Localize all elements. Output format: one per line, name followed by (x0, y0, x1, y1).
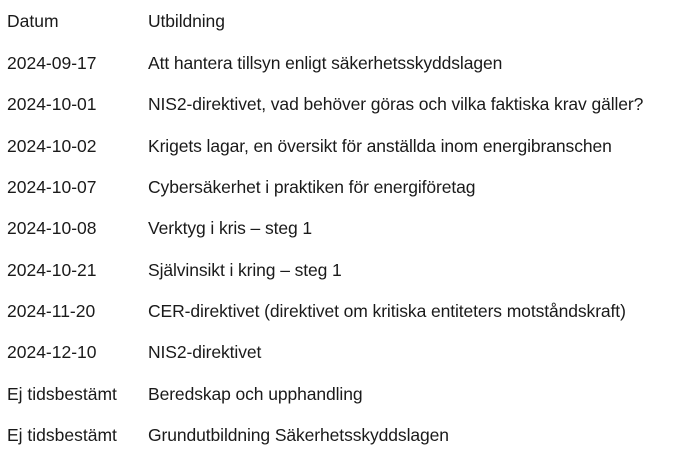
row-date: 2024-10-08 (7, 218, 97, 239)
row-course: CER-direktivet (direktivet om kritiska entiteters motståndskraft) (148, 300, 626, 321)
row-date: Ej tidsbestämt (7, 383, 117, 404)
row-course: NIS2-direktivet, vad behöver göras och vilka faktiska krav gäller? (148, 94, 644, 115)
row-course: Självinsikt i kring – steg 1 (148, 259, 342, 280)
row-date: 2024-09-17 (7, 53, 97, 74)
row-course: NIS2-direktivet (148, 342, 262, 363)
header-row (7, 0, 695, 43)
schedule-row (7, 43, 695, 84)
row-course: Cybersäkerhet i praktiken för energiföretag (148, 177, 476, 198)
schedule-row (7, 208, 695, 249)
row-course: Grundutbildning Säkerhetsskyddslagen (148, 424, 449, 445)
row-date: 2024-10-21 (7, 259, 97, 280)
schedule-row (7, 249, 695, 290)
schedule-row (7, 167, 695, 208)
schedule-row (7, 84, 695, 125)
row-date: 2024-10-01 (7, 94, 97, 115)
row-date: 2024-11-20 (7, 300, 96, 321)
schedule-row (7, 291, 695, 332)
training-schedule (7, 0, 695, 456)
row-date: 2024-10-02 (7, 135, 97, 156)
row-course: Krigets lagar, en översikt för anställda inom energibranschen (148, 135, 612, 156)
row-course: Verktyg i kris – steg 1 (148, 218, 313, 239)
schedule-row (7, 373, 695, 414)
schedule-row (7, 126, 695, 167)
date-column-header: Datum (7, 11, 59, 31)
row-course: Beredskap och upphandling (148, 383, 363, 404)
course-column-header: Utbildning (148, 11, 225, 31)
row-date: 2024-10-07 (7, 177, 97, 198)
row-date: 2024-12-10 (7, 342, 97, 363)
schedule-row (7, 415, 695, 456)
row-date: Ej tidsbestämt (7, 424, 117, 445)
schedule-row (7, 332, 695, 373)
row-course: Att hantera tillsyn enligt säkerhetsskyddslagen (148, 53, 503, 74)
